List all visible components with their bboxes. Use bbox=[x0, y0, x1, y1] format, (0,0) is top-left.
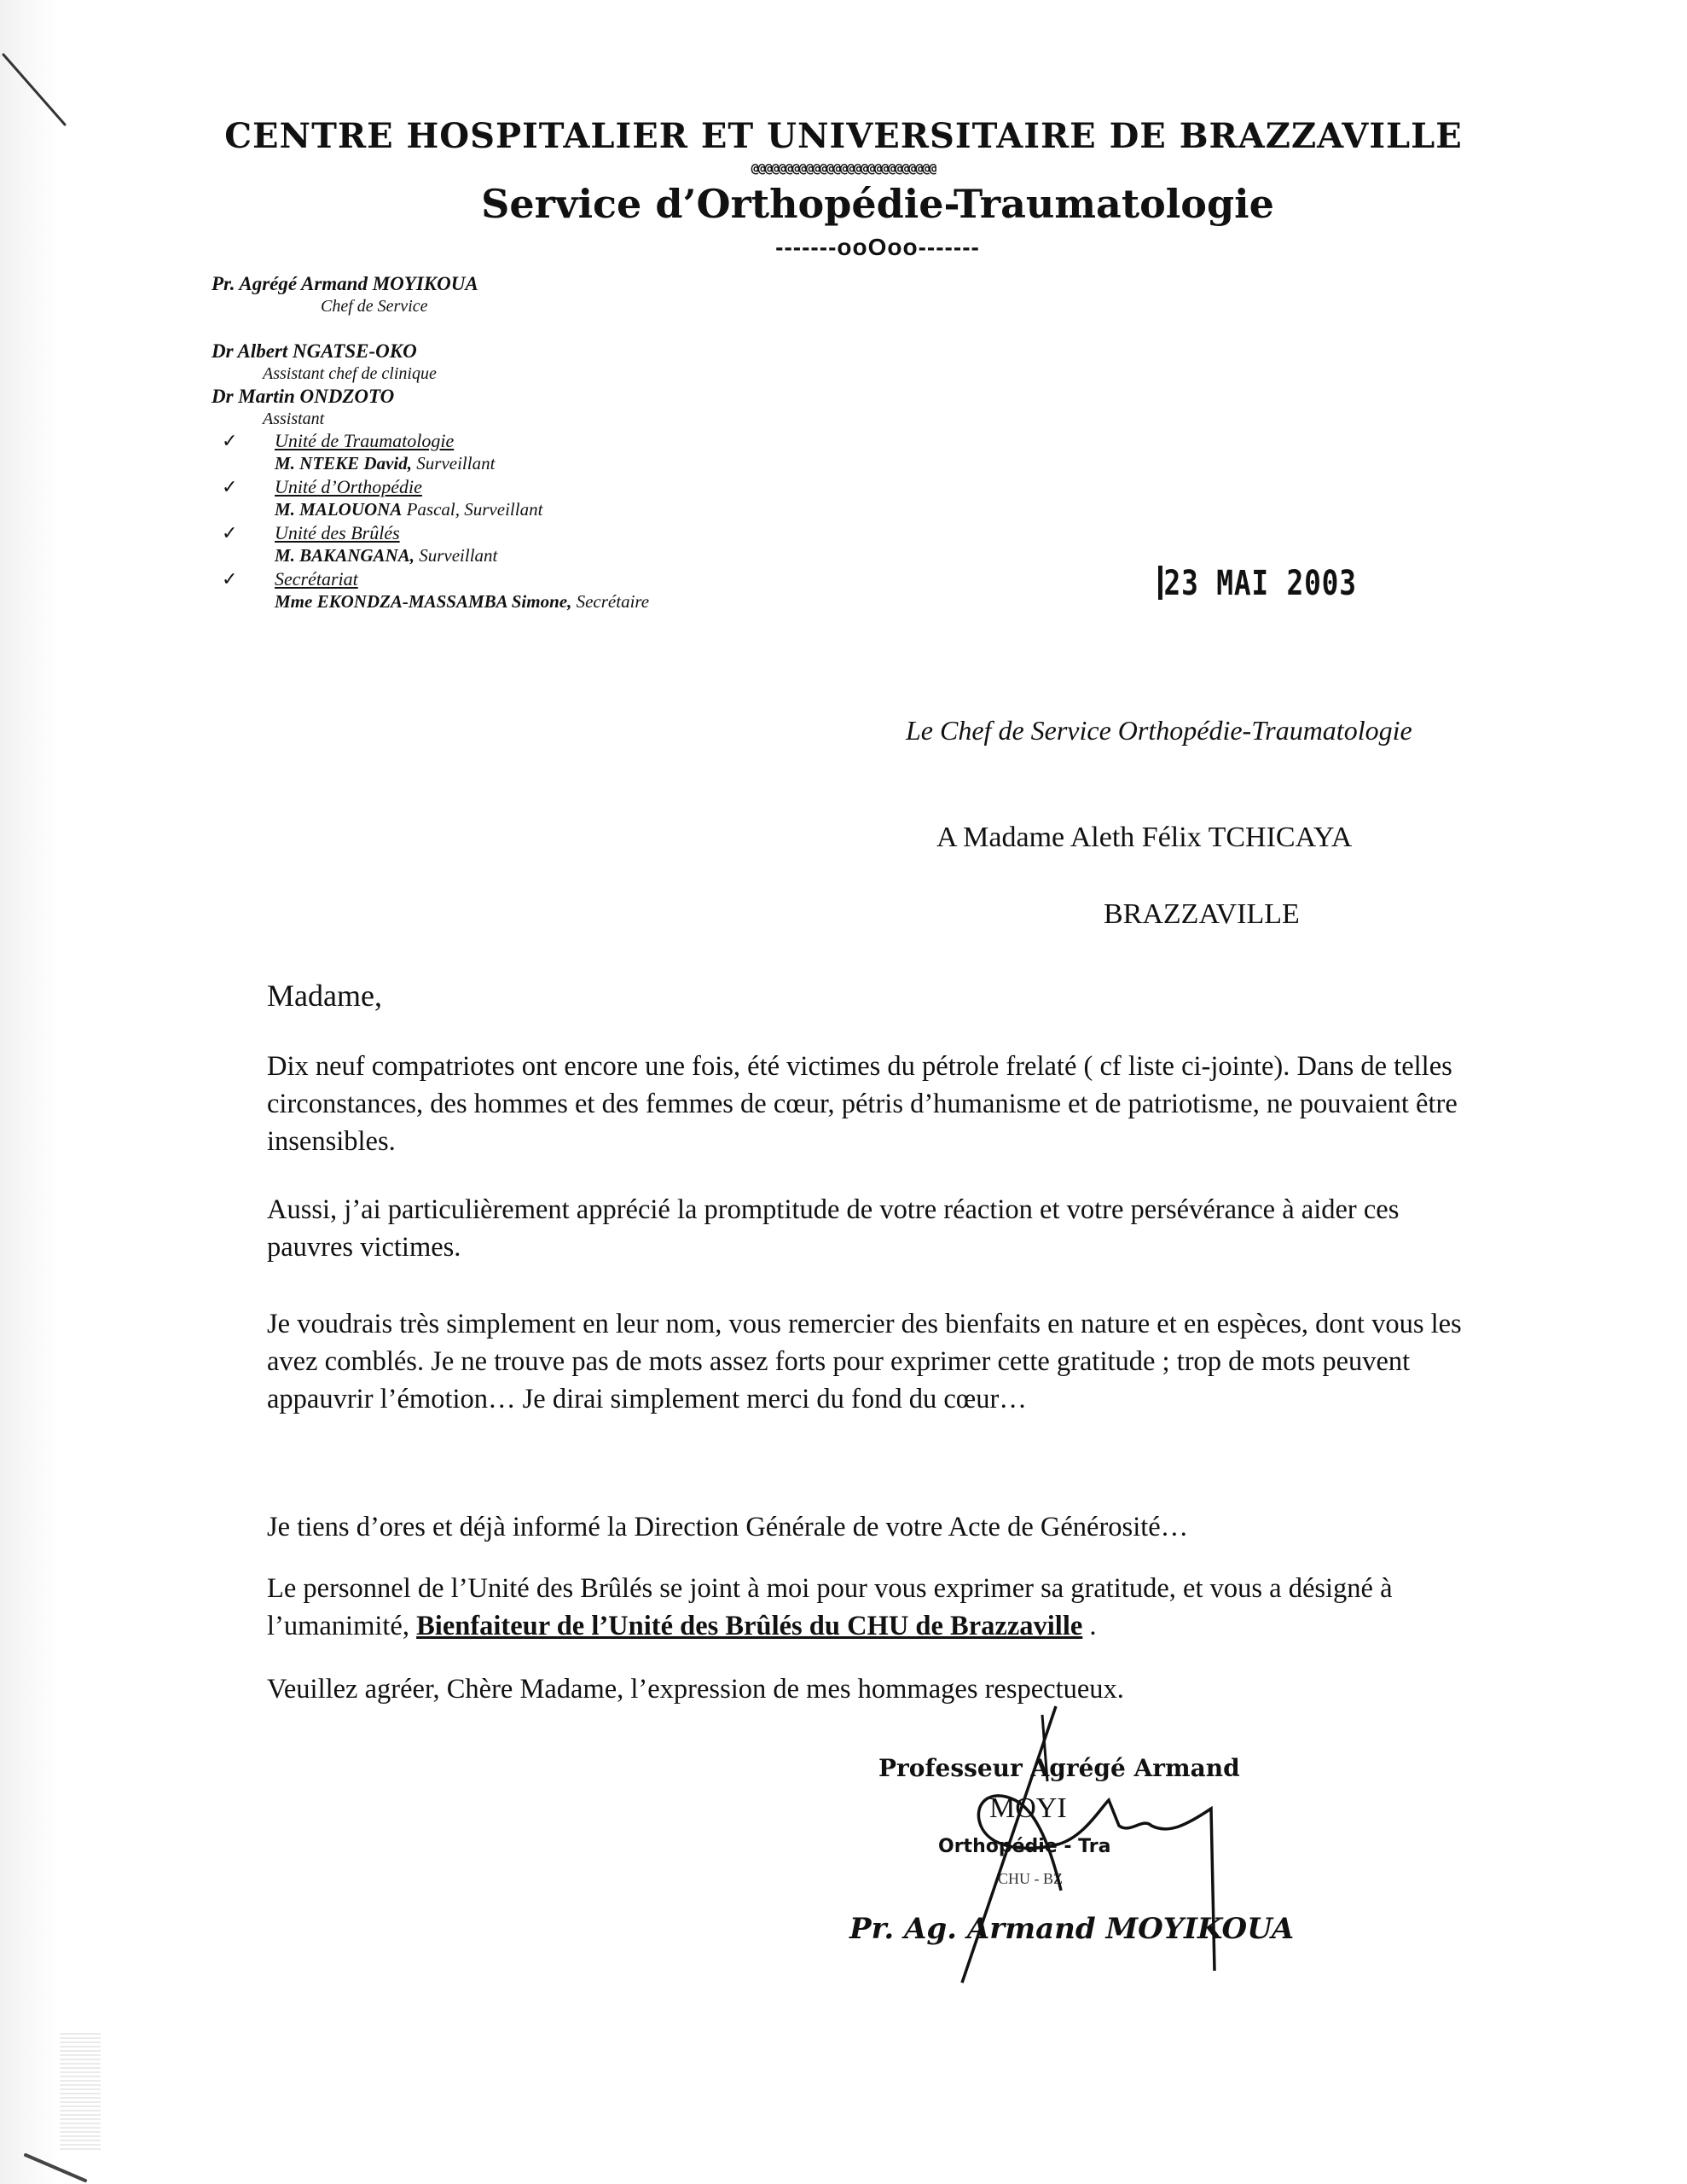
unit-person bbox=[212, 498, 649, 521]
official-stamp bbox=[861, 1754, 1305, 1904]
date-stamp bbox=[1158, 563, 1357, 604]
institution-title: CENTRE HOSPITALIER ET UNIVERSITAIRE DE BRAZZAVILLE bbox=[224, 116, 1463, 156]
check-icon: ✓ bbox=[222, 568, 238, 590]
person-name: Mme EKONDZA-MASSAMBA Simone, bbox=[275, 591, 572, 612]
check-icon: ✓ bbox=[222, 476, 238, 497]
body-paragraph: Je tiens d’ores et déjà informé la Direction Générale de votre Acte de Générosité… bbox=[267, 1512, 1189, 1542]
stamp-text: Professeur Agrégé Armand bbox=[878, 1754, 1240, 1782]
closing-paragraph: Veuillez agréer, Chère Madame, l’expression de mes hommages respectueux. bbox=[267, 1674, 1124, 1705]
head-name: Pr. Agrégé Armand MOYIKOUA bbox=[212, 273, 478, 294]
person-role: Surveillant bbox=[412, 453, 496, 473]
person-role: Pascal, Surveillant bbox=[402, 499, 543, 520]
person-name: M. BAKANGANA, bbox=[275, 545, 415, 566]
unit-label: Unité de Traumatologie bbox=[275, 430, 455, 451]
unit-item bbox=[212, 521, 649, 544]
scan-noise bbox=[60, 2030, 101, 2150]
head-role: Chef de Service bbox=[321, 297, 428, 316]
unit-item bbox=[212, 567, 649, 590]
doctor-name: Dr Albert NGATSE-OKO bbox=[212, 340, 417, 362]
person-role: Secrétaire bbox=[571, 591, 650, 612]
scan-edge-shadow bbox=[0, 0, 60, 2184]
department-title: Service d’Orthopédie-Traumatologie bbox=[481, 181, 1274, 227]
unit-person bbox=[212, 590, 649, 613]
p5-end: . bbox=[1082, 1611, 1097, 1641]
unit-person bbox=[212, 544, 649, 567]
doctor-name: Dr Martin ONDZOTO bbox=[212, 386, 395, 407]
staff-list bbox=[212, 271, 649, 613]
person-name: M. MALOUONA bbox=[275, 499, 403, 520]
person-name: M. NTEKE David, bbox=[275, 453, 413, 473]
stamp-text: CHU - BZ bbox=[998, 1870, 1063, 1887]
unit-item bbox=[212, 429, 649, 452]
benefactor-title: Bienfaiteur de l’Unité des Brûlés du CHU de Brazzaville bbox=[416, 1611, 1083, 1641]
unit-label: Unité des Brûlés bbox=[275, 522, 400, 543]
unit-label: Unité d’Orthopédie bbox=[275, 476, 422, 497]
check-icon: ✓ bbox=[222, 522, 238, 543]
stamp-text: Orthopédie - Tra bbox=[938, 1836, 1111, 1857]
recipient-name: A Madame Aleth Félix TCHICAYA bbox=[936, 822, 1353, 853]
signer-name: Pr. Ag. Armand MOYIKOUA bbox=[849, 1912, 1295, 1946]
header-ornament: @@@@@@@@@@@@@@@@@@@@@@@@@@@ bbox=[751, 160, 936, 176]
header-separator: -------ooOoo------- bbox=[775, 234, 980, 260]
body-paragraph bbox=[267, 1570, 1478, 1645]
p5-start: Le personnel de l’Unité des Brûlés se joint à moi pour vous exprimer sa gratitude, et vous a désigné à l’umanimité, bbox=[267, 1573, 1393, 1641]
body-paragraph: Je voudrais très simplement en leur nom, vous remercier des bienfaits en nature et en espèces, dont vous les avez comblés. Je ne trouve pas de mots assez forts pour exprimer cette gratitude ; trop de mots peuvent appauvrir l’émotion… Je dirai simplement merci du fond du cœur… bbox=[267, 1309, 1462, 1414]
unit-label: Secrétariat bbox=[275, 568, 358, 590]
doctor-role: Assistant chef de clinique bbox=[263, 364, 437, 383]
body-paragraph: Aussi, j’ai particulièrement apprécié la promptitude de votre réaction et votre persévérance à aider ces pauvres victimes. bbox=[267, 1194, 1400, 1263]
date-stamp-text: 23 MAI 2003 bbox=[1163, 564, 1357, 603]
unit-person bbox=[212, 452, 649, 475]
person-role: Surveillant bbox=[414, 545, 498, 566]
doctor-role: Assistant bbox=[263, 410, 325, 428]
check-icon: ✓ bbox=[222, 430, 238, 451]
body-paragraph: Dix neuf compatriotes ont encore une fois, été victimes du pétrole frelaté ( cf liste ci-jointe). Dans de telles circonstances, des hommes et des femmes de cœur, pétris d’humanisme et de patriotisme, ne pouvaient être insensibles. bbox=[267, 1051, 1458, 1157]
unit-item bbox=[212, 475, 649, 498]
salutation: Madame, bbox=[267, 979, 382, 1013]
recipient-city: BRAZZAVILLE bbox=[1104, 898, 1300, 930]
stamp-text: MOYI bbox=[989, 1792, 1067, 1824]
sender-title: Le Chef de Service Orthopédie-Traumatologie bbox=[906, 715, 1412, 746]
